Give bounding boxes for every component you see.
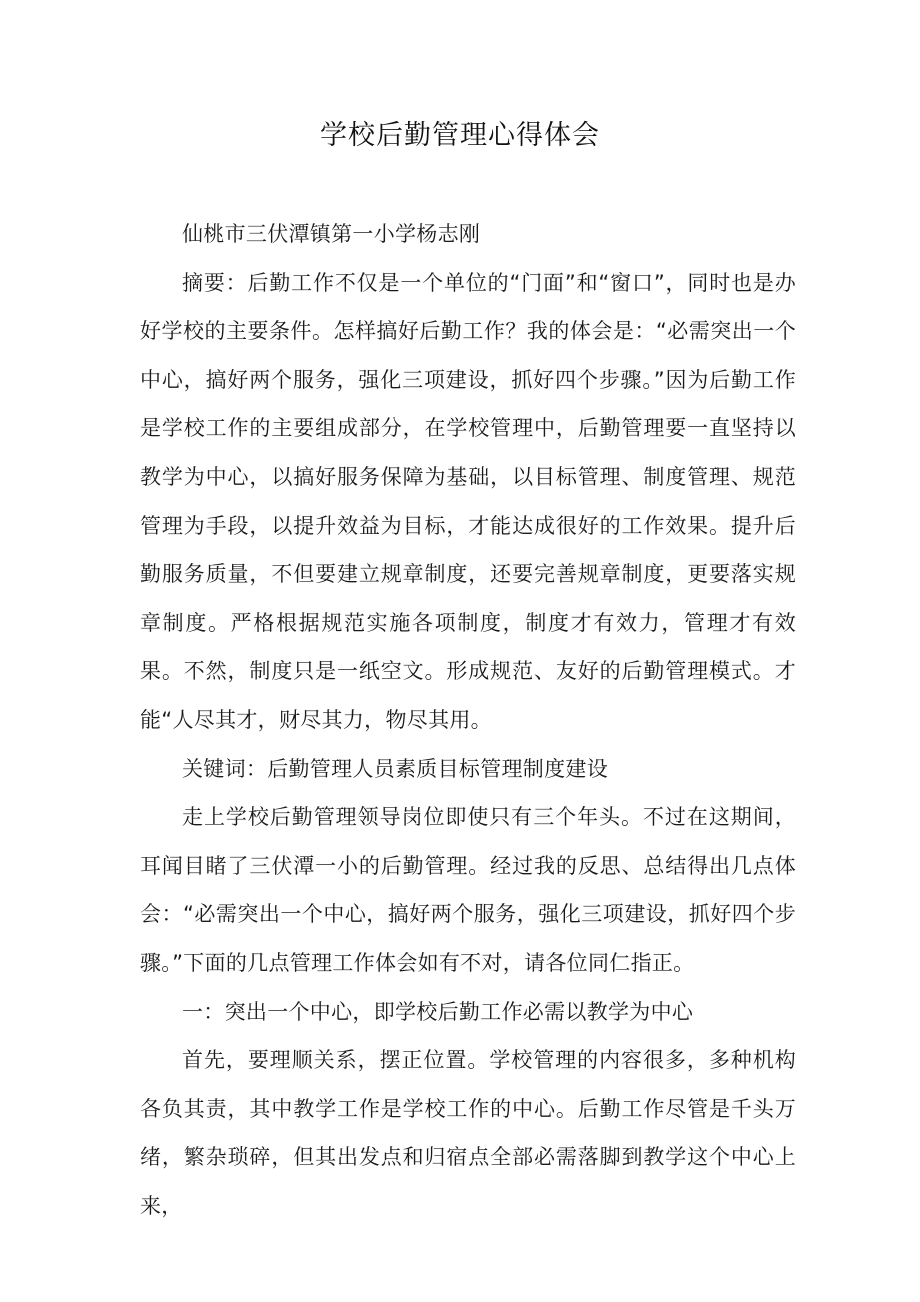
document-body <box>140 210 796 1230</box>
section-1-paragraph: 首先，要理顺关系，摆正位置。学校管理的内容很多，多种机构各负其责，其中教学工作是学校工作的中心。后勤工作尽管是千头万绪，繁杂琐碎，但其出发点和归宿点全部必需落脚到教学这个中心上来， <box>140 1048 796 1218</box>
document-title: 学校后勤管理心得体会 <box>320 120 600 151</box>
intro-paragraph: 走上学校后勤管理领导岗位即使只有三个年头。不过在这期间，耳闻目睹了三伏潭一小的后勤管理。经过我的反思、总结得出几点体会：“必需突出一个中心，搞好两个服务，强化三项建设，抓好四个步骤。”下面的几点管理工作体会如有不对，请各位同仁指正。 <box>140 805 796 975</box>
keywords-line: 关键词：后勤管理人员素质目标管理制度建设 <box>182 756 608 781</box>
abstract-paragraph: 摘要：后勤工作不仅是一个单位的“门面”和“窗口”，同时也是办好学校的主要条件。怎样搞好后勤工作？我的体会是：“必需突出一个中心，搞好两个服务，强化三项建设，抓好四个步骤。”因为后勤工作是学校工作的主要组成部分，在学校管理中，后勤管理要一直坚持以教学为中心，以搞好服务保障为基础，以目标管理、制度管理、规范管理为手段，以提升效益为目标，才能达成很好的工作效果。提升后勤服务质量，不但要建立规章制度，还要完善规章制度，更要落实规章制度。严格根据规范实施各项制度，制度才有效力，管理才有效果。不然，制度只是一纸空文。形成规范、友好的后勤管理模式。才能“人尽其才，财尽其力，物尽其用。 <box>140 270 796 732</box>
author-line: 仙桃市三伏潭镇第一小学杨志刚 <box>182 222 481 246</box>
section-1-heading: 一：突出一个中心，即学校后勤工作必需以教学为中心 <box>182 999 694 1024</box>
